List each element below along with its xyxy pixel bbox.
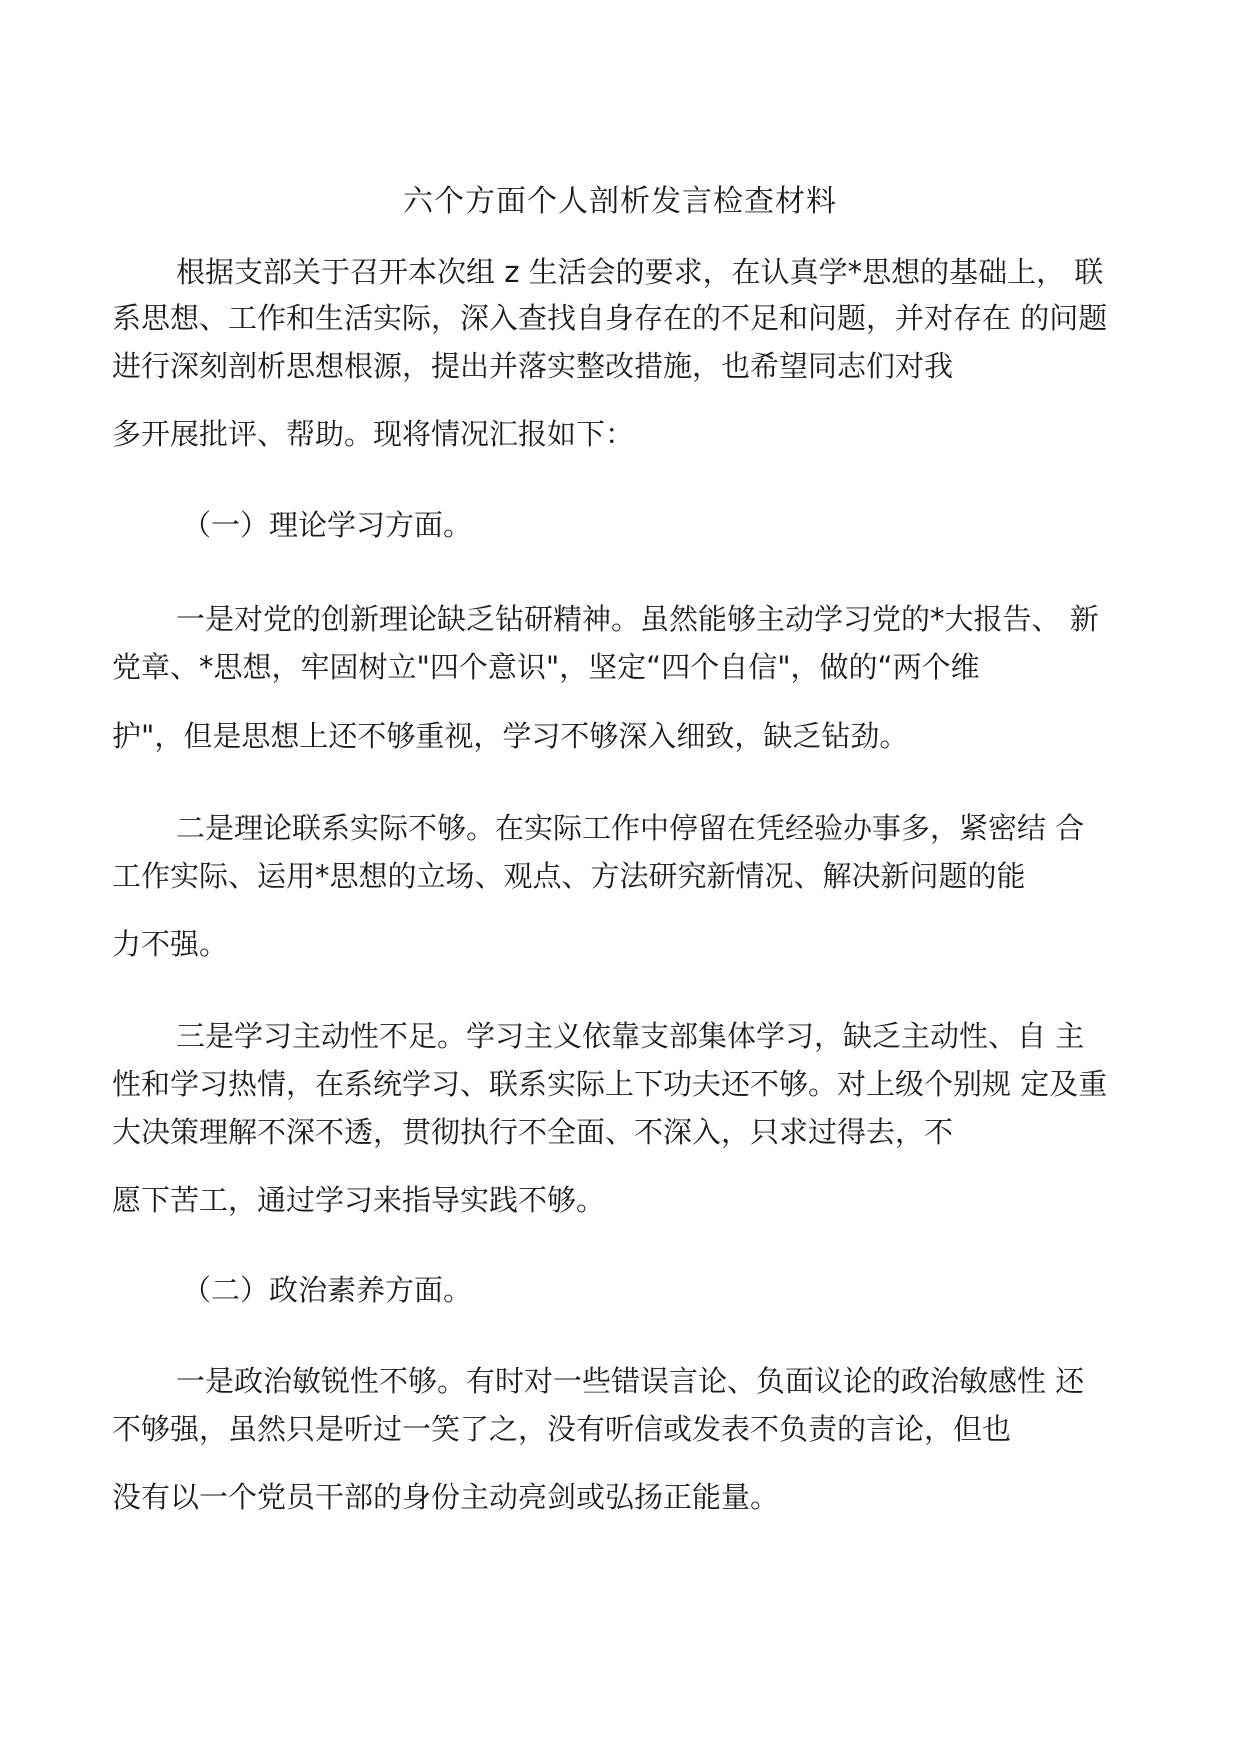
s1-p1-line-2: 党章、*思想，牢固树立"四个意识"，坚定“四个自信"，做的“两个维 — [112, 650, 980, 684]
s1-p1-line-1: 一是对党的创新理论缺乏钻研精神。虽然能够主动学习党的*大报告、 新 — [176, 602, 1099, 636]
document-title: 六个方面个人剖析发言检查材料 — [403, 184, 837, 219]
s2-p1-line-3: 没有以一个党员干部的身份主动亮剑或弘扬正能量。 — [112, 1480, 780, 1514]
s1-p3-line-4: 愿下苦工，通过学习来指导实践不够。 — [112, 1183, 606, 1217]
s1-p1-line-3: 护"，但是思想上还不够重视，学习不够深入细致，缺乏钻劲。 — [112, 719, 909, 753]
intro-line-2: 系思想、工作和生活实际，深入查找自身存在的不足和问题，并对存在 的问题 — [112, 301, 1108, 335]
s2-p1-line-1: 一是政治敏锐性不够。有时对一些错误言论、负面议论的政治敏感性 还 — [176, 1364, 1085, 1398]
s1-p2-line-2: 工作实际、运用*思想的立场、观点、方法研究新情况、解决新问题的能 — [112, 859, 1026, 893]
s1-p2-line-1: 二是理论联系实际不够。在实际工作中停留在凭经验办事多，紧密结 合 — [176, 811, 1085, 845]
s1-p3-line-1: 三是学习主动性不足。学习主义依靠支部集体学习，缺乏主动性、自 主 — [176, 1019, 1085, 1053]
s1-p2-line-3: 力不强。 — [112, 927, 229, 961]
section-1-heading: （一）理论学习方面。 — [182, 508, 473, 542]
intro-line-1: 根据支部关于召开本次组 z 生活会的要求，在认真学*思想的基础上， 联 — [176, 255, 1104, 289]
intro-line-3: 进行深刻剖析思想根源，提出并落实整改措施，也希望同志们对我 — [112, 349, 954, 383]
s1-p3-line-3: 大决策理解不深不透，贯彻执行不全面、不深入，只求过得去，不 — [112, 1115, 954, 1149]
s2-p1-line-2: 不够强，虽然只是听过一笑了之，没有听信或发表不负责的言论，但也 — [112, 1412, 1012, 1446]
section-2-heading: （二）政治素养方面。 — [182, 1273, 473, 1307]
s1-p3-line-2: 性和学习热情，在系统学习、联系实际上下功夫还不够。对上级个别规 定及重 — [112, 1067, 1108, 1101]
intro-line-4: 多开展批评、帮助。现将情况汇报如下： — [112, 417, 635, 451]
